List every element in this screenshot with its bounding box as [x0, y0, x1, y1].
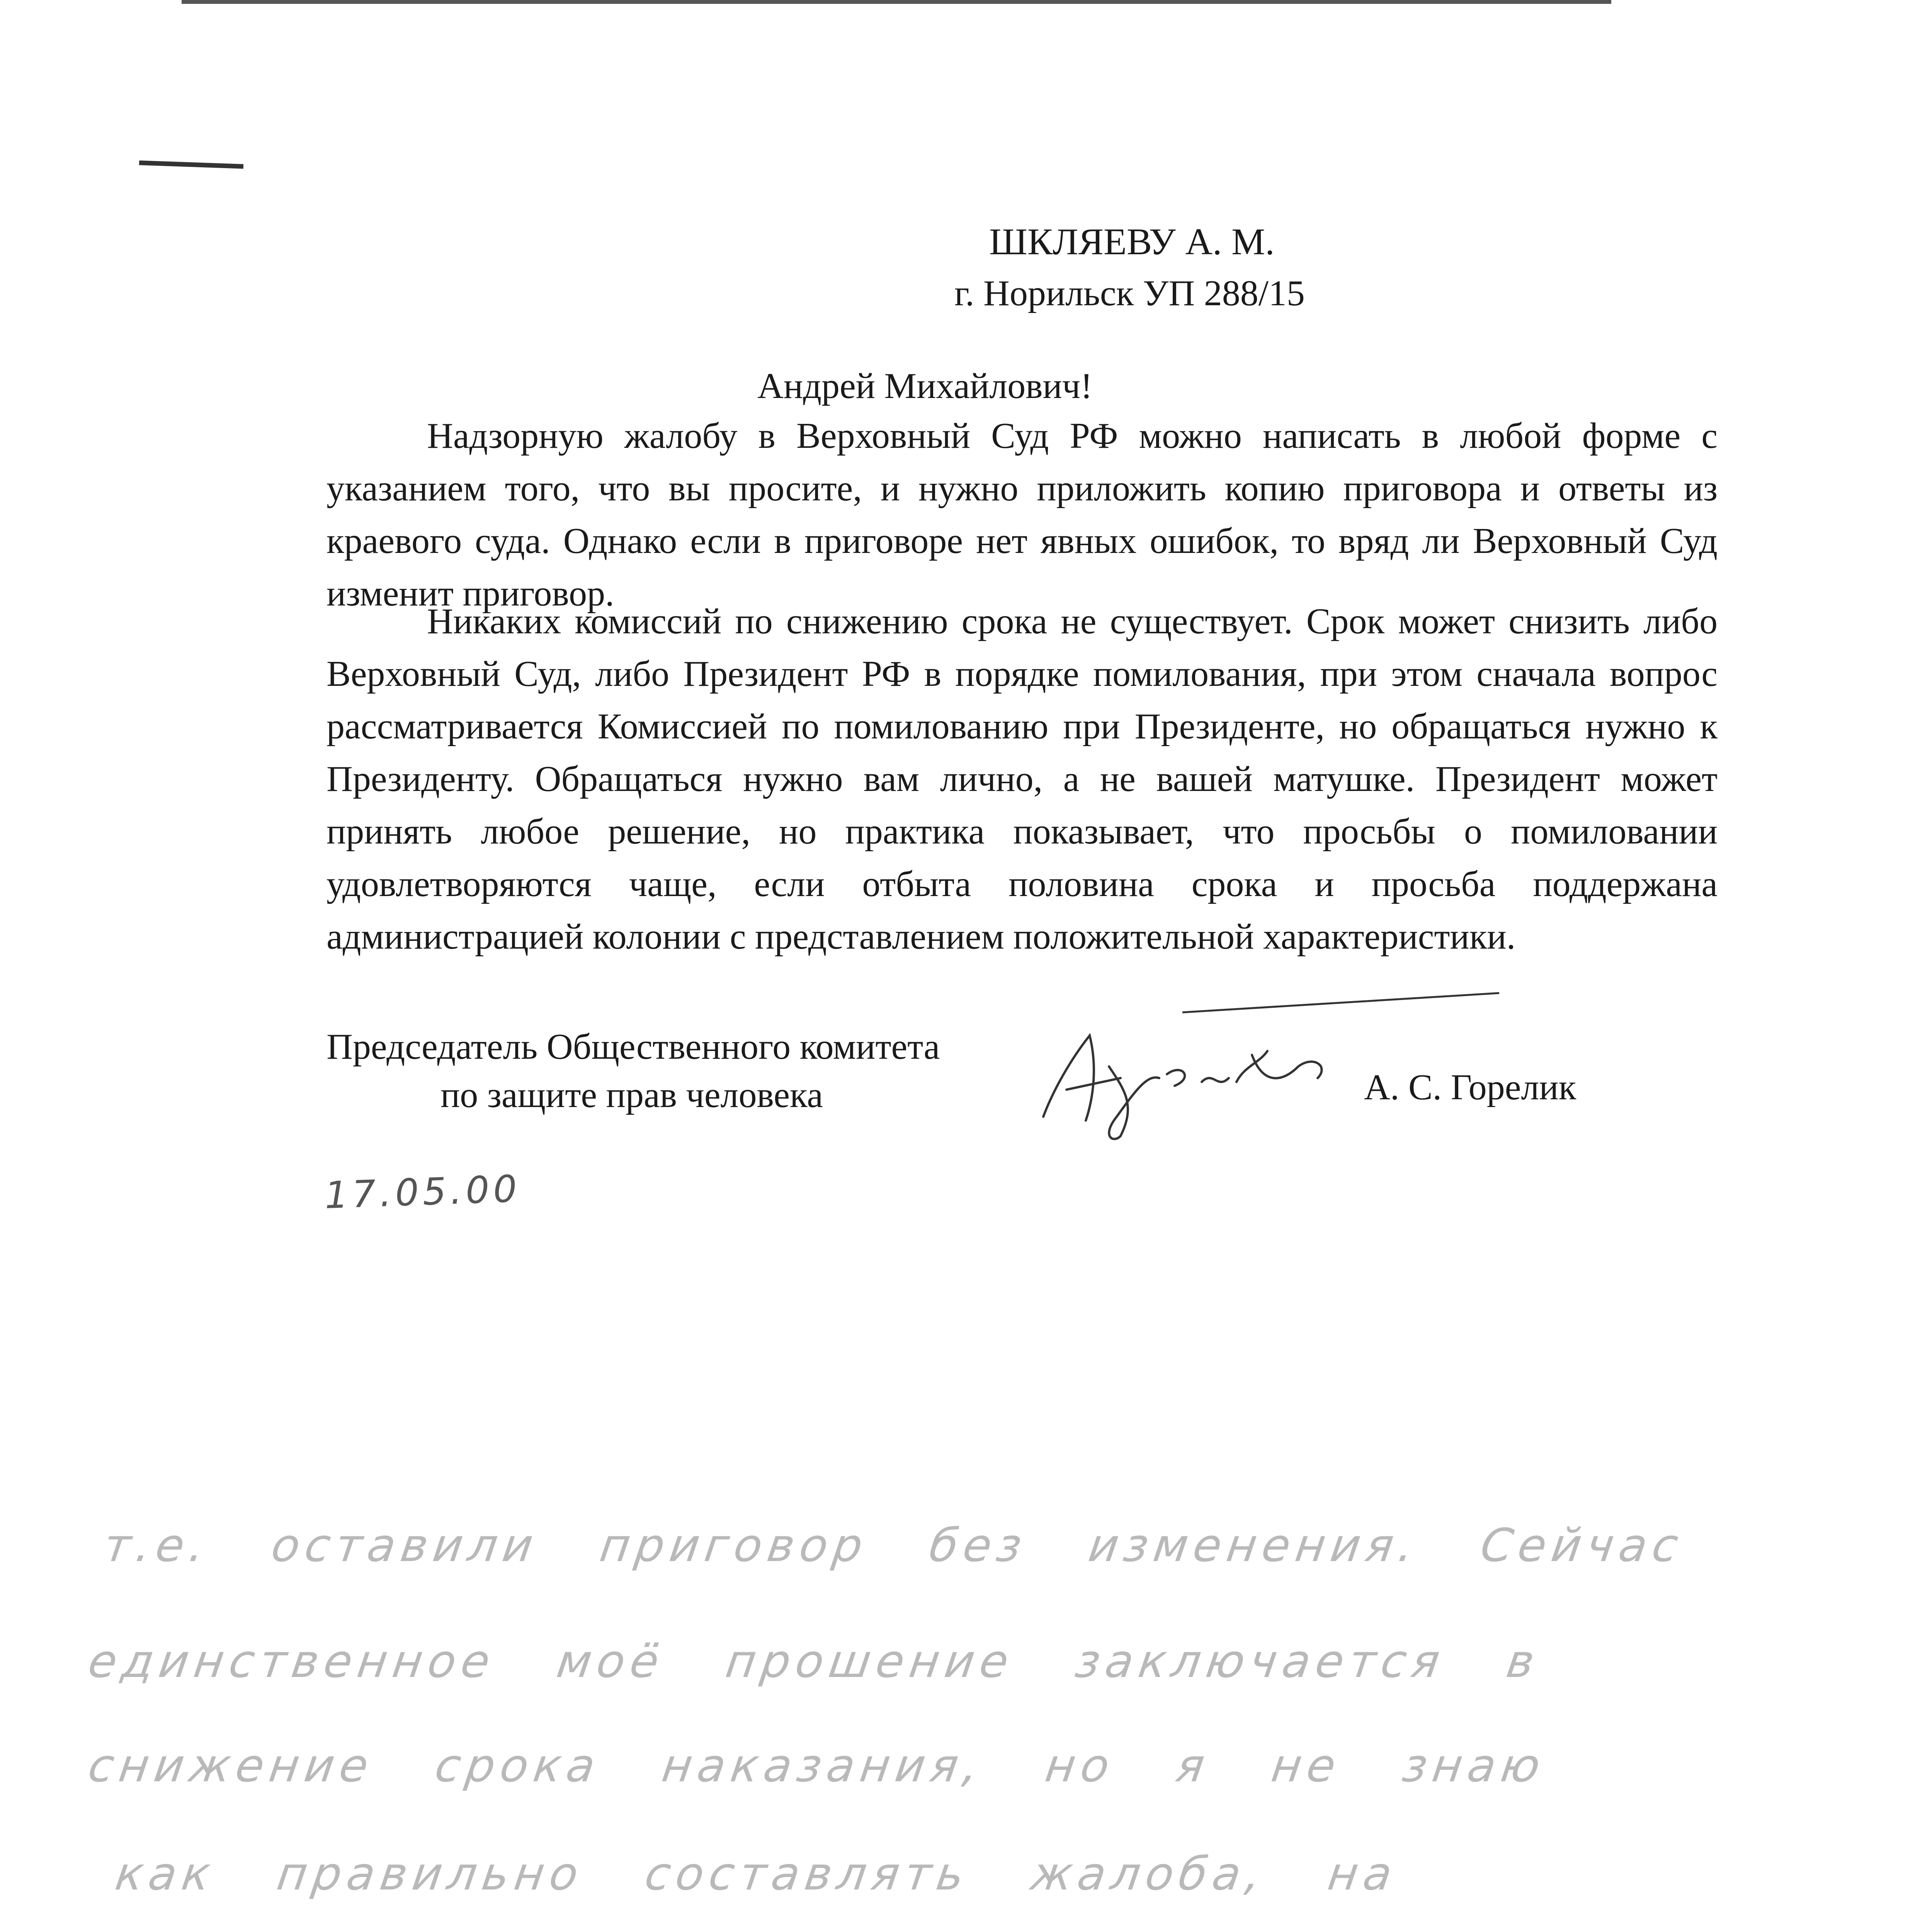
body-paragraph-1-text: Надзорную жалобу в Верховный Суд РФ можно написать в любой форме с указанием того, что вы просите, и нужно приложить копию приговора и ответы из краевого суда. Однако если в приговоре нет явных ошибок, то вряд ли Верховный Суд изменит приговор. [327, 416, 1718, 614]
handwritten-note-line-4: как правильно составлять жалоба, на [112, 1847, 1401, 1900]
handwritten-note-line-3: снижение срока наказания, но я не знаю [85, 1739, 1549, 1792]
top-left-dash [139, 160, 243, 168]
recipient-name: ШКЛЯЕВУ А. М. [989, 221, 1275, 263]
handwritten-note-line-2: единственное моё прошение заключается в [85, 1634, 1543, 1688]
signer-name: А. С. Горелик [1364, 1067, 1577, 1107]
body-paragraph-2-text: Никаких комиссий по снижению срока не существует. Срок может снизить либо Верховный Суд, либо Президент РФ в порядке помилования, при этом сначала вопрос рассматривается Комиссией по помилованию при Президенте, но обращаться нужно к Президенту. Обращаться нужно вам лично, а не вашей матушке. Президент может принять любое решение, но практика показывает, что просьбы о помиловании удовлетворяются чаще, если отбыта половина срока и просьба поддержана администрацией колонии с представлением положительной характеристики. [327, 601, 1718, 957]
signature-title-line-1: Председатель Общественного комитета [327, 1027, 940, 1067]
handwritten-signature [1020, 989, 1522, 1151]
top-edge-line [182, 0, 1611, 4]
handwritten-note-line-1: т.е. оставили приговор без изменения. Сейчас [100, 1519, 1687, 1572]
body-paragraph-2 [327, 595, 1718, 963]
salutation: Андрей Михайлович! [757, 366, 1093, 406]
recipient-address: г. Норильск УП 288/15 [954, 273, 1305, 313]
signature-title-line-2: по защите прав человека [440, 1075, 823, 1115]
body-paragraph-1 [327, 410, 1718, 620]
handwritten-date: 17.05.00 [324, 1167, 522, 1217]
